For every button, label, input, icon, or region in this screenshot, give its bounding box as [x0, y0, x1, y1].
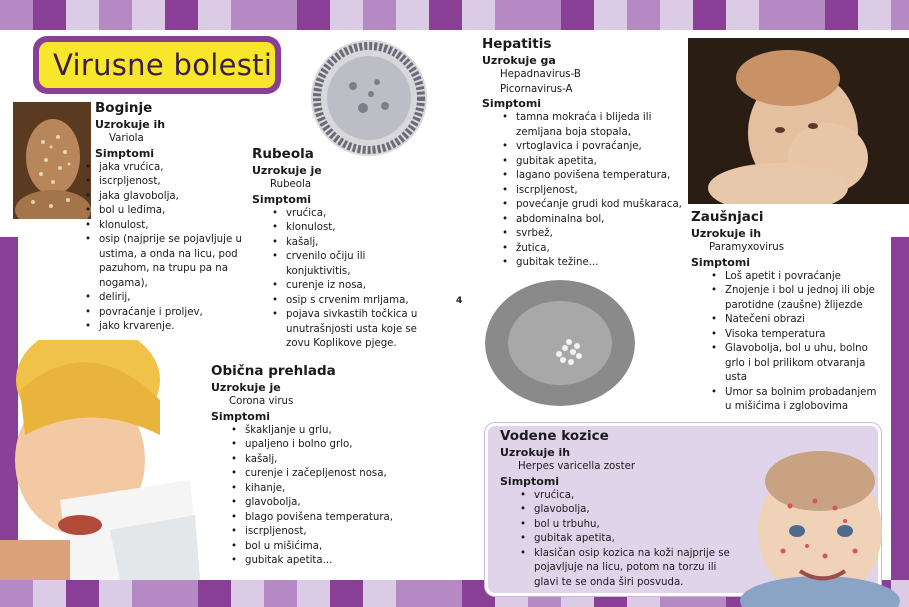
list-item: • osip (najprije se pojavljuje u ustima, a onda na licu, pod pazuhom, na trupu pa na nogama), — [85, 233, 245, 291]
list-item: • blago povišena temperatura, — [231, 511, 451, 526]
list-item: • tamna mokraća i blijeda ili zemljana boja stopala, — [502, 111, 682, 140]
list-item: • gubitak apetita, — [502, 155, 682, 170]
page-title: Virusne bolesti — [53, 48, 273, 82]
cause-label: Uzrokuje ih — [691, 227, 762, 240]
list-item: • Visoka temperatura — [711, 328, 886, 343]
cause-value: Herpes varicella zoster — [518, 461, 636, 472]
cause-label: Uzrokuje je — [252, 164, 322, 177]
top-checker-border — [0, 0, 909, 30]
symptoms-list — [711, 270, 886, 415]
list-item: • jaka glavobolja, — [85, 190, 245, 205]
list-item: • crvenilo očiju ili konjuktivitis, — [272, 250, 427, 279]
page-title-banner — [33, 36, 281, 94]
list-item: • jako krvarenje. — [85, 320, 245, 335]
list-item: • klasičan osip kozica na koži najprije se pojavljuje na licu, potom na torzu ili glavi te se onda širi posvuda. — [520, 547, 740, 591]
section-rubeola — [252, 146, 427, 352]
cause-label: Uzrokuje ih — [95, 118, 166, 131]
list-item: • Loš apetit i povraćanje — [711, 270, 886, 285]
list-item: • vrućica, — [520, 489, 740, 504]
list-item: • jaka vrućica, — [85, 161, 245, 176]
list-item: • povećanje grudi kod muškaraca, — [502, 198, 682, 213]
symptoms-label: Simptomi — [252, 192, 312, 206]
mumps-child-photo — [688, 38, 909, 204]
cause-value: Rubeola — [270, 179, 312, 190]
list-item: • pojava sivkastih točkica u unutrašnjosti usta koje se zovu Koplikove pjege. — [272, 308, 427, 352]
symptoms-list — [520, 489, 740, 591]
list-item: • gubitak težine... — [502, 256, 682, 271]
list-item: • abdominalna bol, — [502, 213, 682, 228]
list-item: • bol u trbuhu, — [520, 518, 740, 533]
symptoms-list — [272, 207, 427, 352]
cause-value: Variola — [109, 133, 144, 144]
section-boginje — [95, 100, 245, 335]
section-vodene-kozice — [500, 428, 740, 590]
list-item: • iscrpljenost, — [231, 525, 451, 540]
symptoms-list — [231, 424, 451, 569]
list-item: • svrbež, — [502, 227, 682, 242]
list-item: • delirij, — [85, 291, 245, 306]
list-item: • gubitak apetita, — [520, 532, 740, 547]
list-item: • iscrpljenost, — [85, 175, 245, 190]
list-item: • Natečeni obrazi — [711, 313, 886, 328]
list-item: • Znojenje i bol u jednoj ili obje parotidne (zaušne) žlijezde — [711, 284, 886, 313]
list-item: • vrućica, — [272, 207, 427, 222]
list-item: • klonulost, — [272, 221, 427, 236]
list-item: • bol u leđima, — [85, 204, 245, 219]
list-item: • Glavobolja, bol u uhu, bolno grlo i bol prilikom otvaranja usta — [711, 342, 886, 386]
list-item: • curenje i začepljenost nosa, — [231, 467, 451, 482]
cause-value: Hepadnavirus-B — [500, 69, 581, 80]
smallpox-photo — [13, 102, 91, 219]
section-heading: Hepatitis — [482, 36, 552, 52]
section-obicna-prehlada — [211, 363, 451, 569]
list-item: • kihanje, — [231, 482, 451, 497]
list-item: • iscrpljenost, — [502, 184, 682, 199]
list-item: • glavobolja, — [520, 503, 740, 518]
cause-label: Uzrokuje je — [211, 381, 281, 394]
section-heading: Vodene kozice — [500, 428, 609, 444]
cause-label: Uzrokuje ga — [482, 54, 556, 67]
symptoms-list — [502, 111, 682, 271]
section-hepatitis — [482, 36, 682, 271]
list-item: • klonulost, — [85, 219, 245, 234]
list-item: • upaljeno i bolno grlo, — [231, 438, 451, 453]
cause-value: Paramyxovirus — [709, 242, 785, 253]
section-heading: Rubeola — [252, 146, 314, 162]
page-number: 4 — [456, 296, 463, 306]
symptoms-label: Simptomi — [95, 146, 155, 160]
list-item: • curenje iz nosa, — [272, 279, 427, 294]
list-item: • Umor sa bolnim probadanjem u mišićima i zglobovima — [711, 386, 886, 415]
section-heading: Boginje — [95, 100, 153, 116]
hepatitis-virus-microscope-image — [485, 280, 635, 407]
list-item: • vrtoglavica i povraćanje, — [502, 140, 682, 155]
list-item: • kašalj, — [272, 236, 427, 251]
list-item: • škakljanje u grlu, — [231, 424, 451, 439]
section-heading: Zaušnjaci — [691, 209, 764, 225]
chickenpox-baby-photo — [735, 446, 900, 607]
list-item: • povraćanje i proljev, — [85, 306, 245, 321]
symptoms-label: Simptomi — [691, 255, 751, 269]
list-item: • gubitak apetita... — [231, 554, 451, 569]
list-item: • glavobolja, — [231, 496, 451, 511]
cause-label: Uzrokuje ih — [500, 446, 571, 459]
section-zausnjaci — [691, 209, 886, 415]
list-item: • osip s crvenim mrljama, — [272, 294, 427, 309]
cause-value: Picornavirus-A — [500, 83, 573, 95]
virus-microscope-image — [303, 36, 435, 160]
symptoms-label: Simptomi — [500, 474, 560, 488]
symptoms-label: Simptomi — [482, 97, 542, 110]
list-item: • bol u mišićima, — [231, 540, 451, 555]
symptoms-label: Simptomi — [211, 409, 271, 423]
cause-value: Corona virus — [229, 396, 294, 407]
section-heading: Obična prehlada — [211, 363, 336, 379]
cold-boy-photo — [0, 340, 200, 580]
list-item: • žutica, — [502, 242, 682, 257]
list-item: • lagano povišena temperatura, — [502, 169, 682, 184]
list-item: • kašalj, — [231, 453, 451, 468]
symptoms-list — [85, 161, 245, 335]
